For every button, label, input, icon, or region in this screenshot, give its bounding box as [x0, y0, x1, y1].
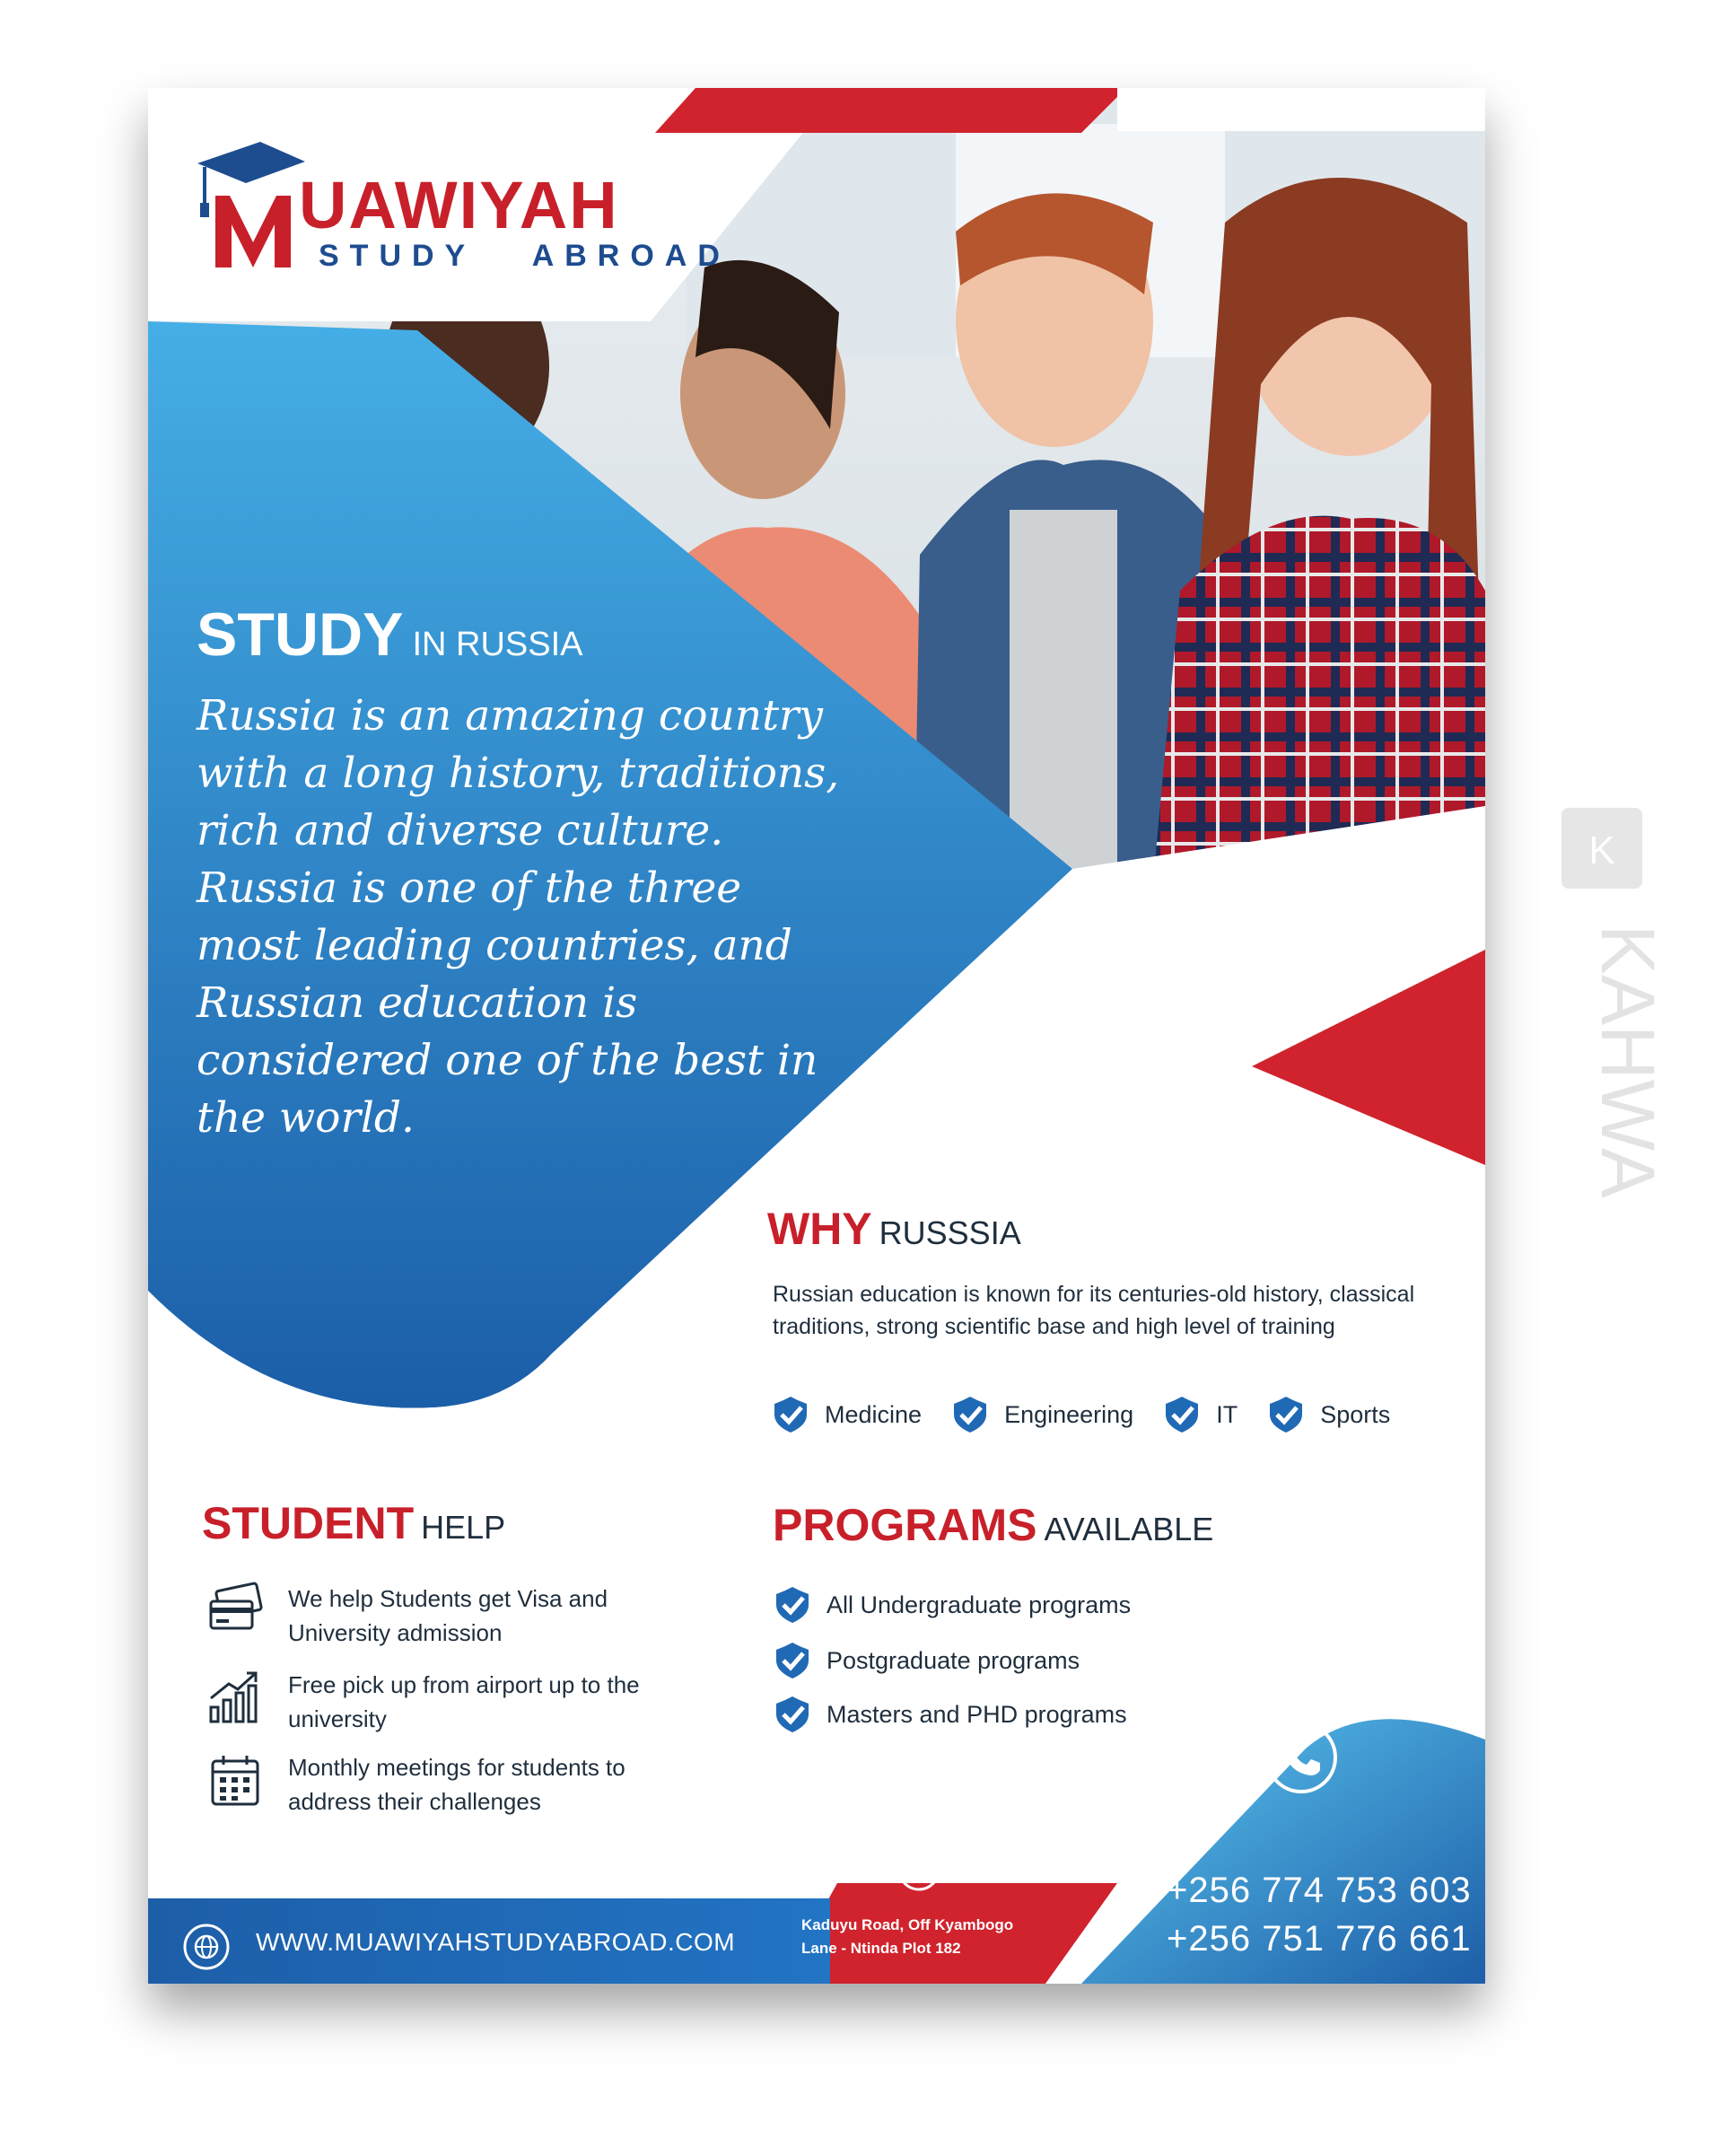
watermark-text: KAHWA	[1586, 925, 1670, 1198]
help-item-text: Monthly meetings for students to address their challenges	[288, 1754, 625, 1815]
study-heading-rest: IN RUSSIA	[412, 626, 583, 663]
tag-label: Sports	[1320, 1400, 1391, 1428]
programs-heading	[773, 1499, 1213, 1551]
help-item-visa	[206, 1582, 708, 1650]
tag-label: IT	[1216, 1400, 1238, 1428]
study-heading	[197, 600, 583, 670]
phone-number-2[interactable]: +256 751 776 661	[1167, 1919, 1472, 1959]
study-heading-bold: STUDY	[197, 600, 404, 669]
check-badge-icon	[1266, 1395, 1306, 1434]
tag-label: Engineering	[1004, 1400, 1134, 1428]
tag-engineering	[950, 1395, 1133, 1434]
website-link[interactable]: WWW.MUAWIYAHSTUDYABROAD.COM	[256, 1928, 736, 1956]
address-text: Kaduyu Road, Off Kyambogo Lane - Ntinda Plot 182	[801, 1916, 1014, 1957]
check-badge-icon	[773, 1641, 812, 1680]
brand-subtitle: STUDY ABROAD	[319, 239, 730, 273]
tag-it	[1162, 1395, 1238, 1434]
tag-sports	[1266, 1395, 1390, 1434]
program-item-masters-phd	[773, 1695, 1127, 1734]
why-heading-bold: WHY	[767, 1204, 872, 1254]
why-heading	[767, 1203, 1021, 1255]
programs-heading-bold: PROGRAMS	[773, 1500, 1037, 1550]
graduation-cap-logo-icon	[188, 142, 305, 267]
help-heading-rest: HELP	[421, 1509, 506, 1546]
program-item-undergraduate	[773, 1585, 1131, 1625]
phone-icon	[1264, 1720, 1339, 1795]
help-item-text: We help Students get Visa and University admission	[288, 1585, 608, 1646]
check-badge-icon	[773, 1585, 812, 1625]
brand-name: UAWIYAH	[299, 168, 619, 242]
location-pin-icon	[896, 1847, 941, 1892]
check-badge-icon	[771, 1395, 810, 1434]
growth-chart-icon	[206, 1668, 265, 1727]
calendar-icon	[206, 1750, 265, 1810]
check-badge-icon	[773, 1695, 812, 1734]
phone-number-1[interactable]: +256 774 753 603	[1167, 1871, 1472, 1910]
why-description: Russian education is known for its centuries-old history, classical traditions, strong scientific base and high level of training	[773, 1282, 1415, 1339]
flyer	[148, 88, 1485, 1984]
globe-icon	[182, 1923, 231, 1971]
why-heading-rest: RUSSSIA	[879, 1214, 1021, 1251]
program-label: Masters and PHD programs	[827, 1700, 1127, 1728]
check-badge-icon	[1162, 1395, 1202, 1434]
check-badge-icon	[950, 1395, 990, 1434]
tag-label: Medicine	[825, 1400, 923, 1428]
program-label: All Undergraduate programs	[827, 1591, 1132, 1618]
kahwa-watermark	[1552, 808, 1670, 1239]
tag-medicine	[771, 1395, 922, 1434]
programs-heading-rest: AVAILABLE	[1044, 1511, 1214, 1547]
help-heading-bold: STUDENT	[202, 1498, 415, 1548]
subject-tags	[771, 1395, 1390, 1434]
program-label: Postgraduate programs	[827, 1646, 1080, 1674]
help-item-meetings	[206, 1750, 708, 1819]
program-item-postgraduate	[773, 1641, 1080, 1680]
study-description: Russia is an amazing country with a long history, traditions, rich and diverse culture. Russia is one of the three most leading countries, and Russian education is considered one of the best in the world.	[197, 691, 840, 1143]
credit-card-icon	[206, 1582, 265, 1641]
help-item-text: Free pick up from airport up to the university	[288, 1671, 640, 1732]
student-help-heading	[202, 1497, 505, 1549]
help-item-pickup	[206, 1668, 708, 1736]
svg-text:K: K	[1588, 828, 1615, 872]
